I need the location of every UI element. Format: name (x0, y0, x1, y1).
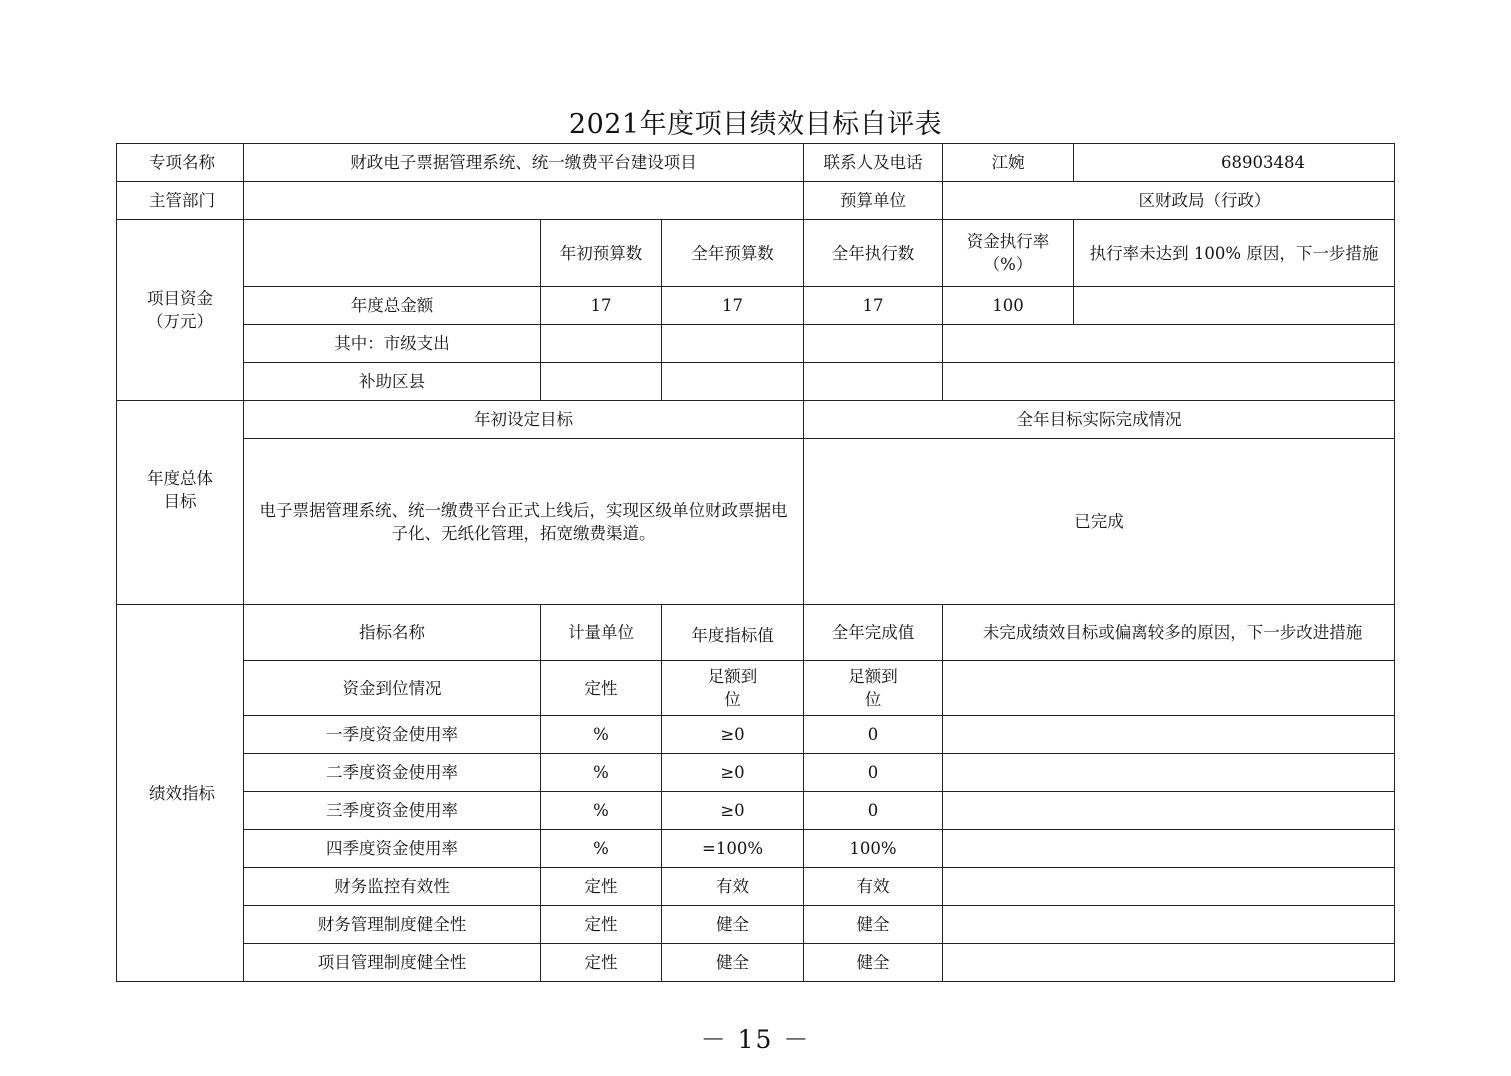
col-indicator-actual: 全年完成值 (804, 605, 943, 661)
col-indicator-unit: 计量单位 (541, 605, 662, 661)
funds-label-line2: （万元） (147, 312, 213, 331)
indicator-name: 三季度资金使用率 (244, 792, 541, 830)
budget-unit-label: 预算单位 (804, 182, 943, 220)
funds-exec: 17 (804, 287, 943, 325)
indicators-section-label: 绩效指标 (117, 605, 244, 982)
col-reason: 执行率未达到 100% 原因，下一步措施 (1074, 220, 1395, 287)
project-name-row (117, 144, 1395, 182)
indicator-actual: 0 (804, 792, 943, 830)
funds-initial (541, 325, 662, 363)
indicator-name: 财务管理制度健全性 (244, 906, 541, 944)
indicator-row (117, 830, 1395, 868)
indicator-name: 一季度资金使用率 (244, 716, 541, 754)
initial-goal-header: 年初设定目标 (244, 401, 804, 439)
goals-content-row (117, 439, 1395, 605)
indicator-target: =100% (662, 830, 804, 868)
goals-section-label (117, 401, 244, 605)
indicator-row (117, 792, 1395, 830)
page-title: 2021年度项目绩效目标自评表 (568, 109, 943, 140)
funds-row-label: 年度总金额 (244, 287, 541, 325)
funds-reason (1074, 287, 1395, 325)
funds-initial: 17 (541, 287, 662, 325)
indicator-row (117, 944, 1395, 982)
indicator-row (117, 716, 1395, 754)
funds-rate-reason (943, 363, 1395, 401)
indicator-actual: 有效 (804, 868, 943, 906)
actual-completion-text: 已完成 (804, 439, 1395, 605)
col-full-budget: 全年预算数 (662, 220, 804, 287)
indicator-unit: % (541, 830, 662, 868)
funds-exec (804, 363, 943, 401)
indicator-target: 有效 (662, 868, 804, 906)
indicator-actual: 健全 (804, 944, 943, 982)
indicator-actual: 0 (804, 716, 943, 754)
funds-exec (804, 325, 943, 363)
funds-section-label (117, 220, 244, 401)
funds-label-line1: 项目资金 (147, 289, 213, 308)
indicator-actual: 健全 (804, 906, 943, 944)
indicator-reason (943, 792, 1395, 830)
indicator-unit: 定性 (541, 661, 662, 716)
col-rate: 资金执行率（%） (943, 220, 1074, 287)
indicator-unit: % (541, 754, 662, 792)
indicator-unit: 定性 (541, 906, 662, 944)
contact-name: 江婉 (943, 144, 1074, 182)
indicator-name: 四季度资金使用率 (244, 830, 541, 868)
dept-value (244, 182, 804, 220)
funds-blank-header (244, 220, 541, 287)
funds-rate: 100 (943, 287, 1074, 325)
col-indicator-reason: 未完成绩效目标或偏离较多的原因，下一步改进措施 (943, 605, 1395, 661)
funds-row (117, 325, 1395, 363)
col-indicator-target: 年度指标值 (662, 605, 804, 661)
actual-completion-header: 全年目标实际完成情况 (804, 401, 1395, 439)
indicator-reason (943, 868, 1395, 906)
indicator-target: 足额到位 (662, 661, 804, 716)
indicator-target: 健全 (662, 906, 804, 944)
dept-label: 主管部门 (117, 182, 244, 220)
indicator-name: 二季度资金使用率 (244, 754, 541, 792)
funds-full (662, 325, 804, 363)
funds-initial (541, 363, 662, 401)
project-name-label: 专项名称 (117, 144, 244, 182)
indicator-unit: 定性 (541, 868, 662, 906)
project-name-value: 财政电子票据管理系统、统一缴费平台建设项目 (244, 144, 804, 182)
indicator-unit: % (541, 792, 662, 830)
indicator-reason (943, 754, 1395, 792)
indicator-actual: 足额到位 (804, 661, 943, 716)
indicator-unit: 定性 (541, 944, 662, 982)
indicator-name: 资金到位情况 (244, 661, 541, 716)
goals-label-line2: 目标 (163, 492, 197, 511)
indicator-actual: 0 (804, 754, 943, 792)
indicator-row (117, 754, 1395, 792)
funds-rate-reason (943, 325, 1395, 363)
indicator-row (117, 868, 1395, 906)
funds-header-row (117, 220, 1395, 287)
indicator-name: 项目管理制度健全性 (244, 944, 541, 982)
funds-row-label: 其中：市级支出 (244, 325, 541, 363)
indicator-reason (943, 944, 1395, 982)
indicator-name: 财务监控有效性 (244, 868, 541, 906)
contact-phone: 68903484 (1074, 144, 1395, 182)
col-indicator-name: 指标名称 (244, 605, 541, 661)
funds-row (117, 287, 1395, 325)
funds-row-label: 补助区县 (244, 363, 541, 401)
contact-label: 联系人及电话 (804, 144, 943, 182)
indicator-unit: % (541, 716, 662, 754)
indicator-reason (943, 906, 1395, 944)
indicator-row (117, 906, 1395, 944)
indicator-target: ≥0 (662, 716, 804, 754)
budget-unit-value: 区财政局（行政） (943, 182, 1395, 220)
page-number: － 15 － (700, 1025, 811, 1054)
department-row (117, 182, 1395, 220)
indicator-reason (943, 830, 1395, 868)
indicators-header-row (117, 605, 1395, 661)
col-execution: 全年执行数 (804, 220, 943, 287)
initial-goal-text: 电子票据管理系统、统一缴费平台正式上线后，实现区级单位财政票据电子化、无纸化管理，拓宽缴费渠道。 (244, 439, 804, 605)
goals-header-row (117, 401, 1395, 439)
indicator-target: ≥0 (662, 754, 804, 792)
funds-full (662, 363, 804, 401)
col-initial-budget: 年初预算数 (541, 220, 662, 287)
indicator-target: ≥0 (662, 792, 804, 830)
indicator-reason (943, 661, 1395, 716)
funds-full: 17 (662, 287, 804, 325)
indicator-row (117, 661, 1395, 716)
funds-row (117, 363, 1395, 401)
indicator-actual: 100% (804, 830, 943, 868)
indicator-target: 健全 (662, 944, 804, 982)
goals-label-line1: 年度总体 (147, 469, 213, 488)
indicator-reason (943, 716, 1395, 754)
self-evaluation-table (116, 143, 1395, 982)
